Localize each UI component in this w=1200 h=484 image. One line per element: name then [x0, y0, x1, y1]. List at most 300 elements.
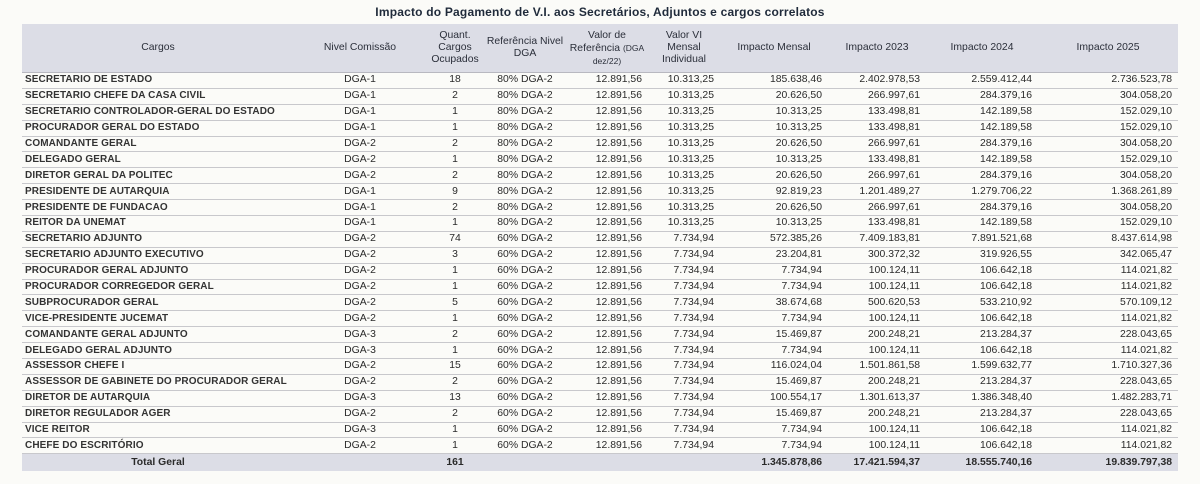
- table-row: [22, 216, 1178, 232]
- cell-impacto-2024: 1.279.706,22: [926, 184, 1038, 200]
- table-row: [22, 327, 1178, 343]
- cell-impacto-2023: 133.498,81: [828, 120, 926, 136]
- header-referencia: [484, 24, 566, 73]
- cell-impacto-2024: 284.379,16: [926, 200, 1038, 216]
- cell-valor-vi: 10.313,25: [648, 104, 720, 120]
- cell-referencia: 60% DGA-2: [484, 295, 566, 311]
- cell-valor-referencia: 12.891,56: [566, 120, 648, 136]
- cell-cargo: DIRETOR GERAL DA POLITEC: [22, 168, 294, 184]
- cell-impacto-2023: 133.498,81: [828, 152, 926, 168]
- header-valor-ref-small: (DGA: [622, 42, 645, 53]
- cell-quant: 13: [426, 390, 484, 406]
- cell-impacto-mensal: 7.734,94: [720, 279, 828, 295]
- cell-valor-vi: 7.734,94: [648, 231, 720, 247]
- header-impacto-2023: Impacto 2023: [828, 24, 926, 73]
- header-referencia-line1: Referência Nivel: [486, 36, 564, 47]
- cell-valor-referencia: 12.891,56: [566, 438, 648, 454]
- header-valor-ref-line3: dez/22): [592, 55, 622, 66]
- cell-cargo: DIRETOR DE AUTARQUIA: [22, 390, 294, 406]
- cell-referencia: 60% DGA-2: [484, 327, 566, 343]
- header-vi-line1: Valor VI: [665, 30, 703, 41]
- cell-impacto-mensal: 20.626,50: [720, 168, 828, 184]
- cell-referencia: 80% DGA-2: [484, 152, 566, 168]
- table-row: [22, 311, 1178, 327]
- cell-valor-referencia: 12.891,56: [566, 390, 648, 406]
- cell-valor-referencia: 12.891,56: [566, 295, 648, 311]
- cell-quant: 1: [426, 216, 484, 232]
- cell-impacto-mensal: 185.638,46: [720, 73, 828, 89]
- cell-impacto-2024: 533.210,92: [926, 295, 1038, 311]
- table-row: [22, 231, 1178, 247]
- cell-quant: 2: [426, 406, 484, 422]
- table-row: [22, 422, 1178, 438]
- cell-impacto-mensal: 15.469,87: [720, 327, 828, 343]
- total-2025: 19.839.797,38: [1038, 454, 1178, 472]
- cell-valor-vi: 7.734,94: [648, 295, 720, 311]
- cell-impacto-2024: 7.891.521,68: [926, 231, 1038, 247]
- cell-referencia: 80% DGA-2: [484, 136, 566, 152]
- cell-impacto-2025: 304.058,20: [1038, 168, 1178, 184]
- cell-impacto-2023: 100.124,11: [828, 279, 926, 295]
- cell-impacto-2025: 2.736.523,78: [1038, 73, 1178, 89]
- cell-cargo: SECRETARIO DE ESTADO: [22, 73, 294, 89]
- cell-nivel: DGA-2: [294, 374, 426, 390]
- cell-impacto-2025: 152.029,10: [1038, 216, 1178, 232]
- table-row: [22, 406, 1178, 422]
- cell-quant: 1: [426, 152, 484, 168]
- cell-impacto-2025: 1.368.261,89: [1038, 184, 1178, 200]
- cell-impacto-2025: 114.021,82: [1038, 311, 1178, 327]
- cell-valor-referencia: 12.891,56: [566, 168, 648, 184]
- cell-valor-referencia: 12.891,56: [566, 327, 648, 343]
- cell-valor-referencia: 12.891,56: [566, 73, 648, 89]
- cell-nivel: DGA-2: [294, 438, 426, 454]
- cell-impacto-2024: 142.189,58: [926, 216, 1038, 232]
- cell-valor-referencia: 12.891,56: [566, 88, 648, 104]
- cell-impacto-2023: 133.498,81: [828, 216, 926, 232]
- cell-impacto-2025: 114.021,82: [1038, 438, 1178, 454]
- total-empty-vi: [648, 454, 720, 472]
- cell-cargo: PRESIDENTE DE AUTARQUIA: [22, 184, 294, 200]
- cell-referencia: 60% DGA-2: [484, 263, 566, 279]
- table-row: [22, 438, 1178, 454]
- table-title: Impacto do Pagamento de V.I. aos Secretários, Adjuntos e cargos correlatos: [375, 5, 825, 19]
- cell-quant: 1: [426, 263, 484, 279]
- cell-valor-referencia: 12.891,56: [566, 343, 648, 359]
- cell-quant: 2: [426, 200, 484, 216]
- cell-impacto-mensal: 100.554,17: [720, 390, 828, 406]
- cell-valor-vi: 7.734,94: [648, 406, 720, 422]
- header-valor-ref-line1: Valor de: [588, 29, 626, 41]
- header-valor-vi: [648, 24, 720, 73]
- cell-impacto-mensal: 7.734,94: [720, 422, 828, 438]
- cell-impacto-2023: 133.498,81: [828, 104, 926, 120]
- cell-impacto-2025: 228.043,65: [1038, 327, 1178, 343]
- table-row: [22, 200, 1178, 216]
- table-row: [22, 374, 1178, 390]
- cell-referencia: 60% DGA-2: [484, 247, 566, 263]
- cell-impacto-mensal: 15.469,87: [720, 406, 828, 422]
- cell-impacto-mensal: 20.626,50: [720, 88, 828, 104]
- cell-impacto-2025: 304.058,20: [1038, 136, 1178, 152]
- cell-quant: 1: [426, 311, 484, 327]
- header-vi-line2: Mensal: [667, 42, 701, 53]
- cell-valor-vi: 7.734,94: [648, 263, 720, 279]
- cell-quant: 1: [426, 120, 484, 136]
- cell-quant: 18: [426, 73, 484, 89]
- header-cargos: Cargos: [22, 24, 294, 73]
- cell-valor-vi: 7.734,94: [648, 343, 720, 359]
- table-row: [22, 247, 1178, 263]
- header-impacto-2024: Impacto 2024: [926, 24, 1038, 73]
- cell-impacto-2025: 114.021,82: [1038, 263, 1178, 279]
- cell-referencia: 60% DGA-2: [484, 279, 566, 295]
- cell-nivel: DGA-3: [294, 390, 426, 406]
- cell-impacto-2024: 106.642,18: [926, 311, 1038, 327]
- cell-impacto-2025: 1.482.283,71: [1038, 390, 1178, 406]
- cell-valor-vi: 7.734,94: [648, 327, 720, 343]
- cell-valor-referencia: 12.891,56: [566, 136, 648, 152]
- header-referencia-line2: DGA: [513, 48, 537, 59]
- table-row: [22, 152, 1178, 168]
- cell-impacto-2023: 300.372,32: [828, 247, 926, 263]
- cell-valor-referencia: 12.891,56: [566, 200, 648, 216]
- cell-nivel: DGA-2: [294, 311, 426, 327]
- cell-impacto-mensal: 116.024,04: [720, 359, 828, 375]
- cell-cargo: VICE REITOR: [22, 422, 294, 438]
- cell-impacto-2024: 284.379,16: [926, 136, 1038, 152]
- cell-impacto-mensal: 7.734,94: [720, 343, 828, 359]
- header-impacto-2025: Impacto 2025: [1038, 24, 1178, 73]
- cell-impacto-mensal: 20.626,50: [720, 136, 828, 152]
- cell-quant: 74: [426, 231, 484, 247]
- cell-impacto-2023: 266.997,61: [828, 88, 926, 104]
- cell-valor-referencia: 12.891,56: [566, 247, 648, 263]
- impact-table: [22, 24, 1178, 471]
- cell-impacto-2023: 200.248,21: [828, 374, 926, 390]
- table-row: [22, 104, 1178, 120]
- cell-referencia: 80% DGA-2: [484, 200, 566, 216]
- cell-valor-vi: 7.734,94: [648, 422, 720, 438]
- cell-referencia: 80% DGA-2: [484, 88, 566, 104]
- cell-impacto-mensal: 10.313,25: [720, 216, 828, 232]
- table-row: [22, 279, 1178, 295]
- cell-cargo: COMANDANTE GERAL ADJUNTO: [22, 327, 294, 343]
- header-impacto-mensal: Impacto Mensal: [720, 24, 828, 73]
- cell-impacto-2023: 266.997,61: [828, 200, 926, 216]
- cell-cargo: DELEGADO GERAL ADJUNTO: [22, 343, 294, 359]
- cell-cargo: SECRETARIO CHEFE DA CASA CIVIL: [22, 88, 294, 104]
- cell-nivel: DGA-2: [294, 406, 426, 422]
- header-valor-referencia: [566, 24, 648, 73]
- cell-cargo: ASSESSOR DE GABINETE DO PROCURADOR GERAL: [22, 374, 294, 390]
- cell-valor-referencia: 12.891,56: [566, 279, 648, 295]
- cell-impacto-mensal: 92.819,23: [720, 184, 828, 200]
- cell-quant: 3: [426, 247, 484, 263]
- cell-impacto-mensal: 7.734,94: [720, 311, 828, 327]
- cell-valor-vi: 10.313,25: [648, 152, 720, 168]
- cell-cargo: ASSESSOR CHEFE I: [22, 359, 294, 375]
- cell-impacto-2023: 200.248,21: [828, 327, 926, 343]
- cell-valor-vi: 10.313,25: [648, 216, 720, 232]
- cell-impacto-2024: 106.642,18: [926, 343, 1038, 359]
- cell-nivel: DGA-3: [294, 327, 426, 343]
- cell-cargo: SUBPROCURADOR GERAL: [22, 295, 294, 311]
- cell-impacto-mensal: 10.313,25: [720, 152, 828, 168]
- cell-impacto-2025: 228.043,65: [1038, 374, 1178, 390]
- cell-cargo: REITOR DA UNEMAT: [22, 216, 294, 232]
- cell-cargo: SECRETARIO ADJUNTO: [22, 231, 294, 247]
- cell-quant: 1: [426, 438, 484, 454]
- cell-referencia: 60% DGA-2: [484, 359, 566, 375]
- header-nivel: Nivel Comissão: [294, 24, 426, 73]
- cell-referencia: 80% DGA-2: [484, 120, 566, 136]
- total-2024: 18.555.740,16: [926, 454, 1038, 472]
- cell-valor-referencia: 12.891,56: [566, 263, 648, 279]
- table-row: [22, 390, 1178, 406]
- cell-impacto-2024: 213.284,37: [926, 374, 1038, 390]
- cell-impacto-2024: 1.386.348,40: [926, 390, 1038, 406]
- total-empty-ref: [484, 454, 566, 472]
- cell-nivel: DGA-3: [294, 422, 426, 438]
- cell-cargo: PROCURADOR GERAL DO ESTADO: [22, 120, 294, 136]
- cell-cargo: PROCURADOR GERAL ADJUNTO: [22, 263, 294, 279]
- cell-nivel: DGA-2: [294, 247, 426, 263]
- cell-valor-vi: 7.734,94: [648, 359, 720, 375]
- cell-nivel: DGA-1: [294, 120, 426, 136]
- header-vi-line3: Individual: [662, 54, 706, 65]
- cell-impacto-2023: 266.997,61: [828, 168, 926, 184]
- header-valor-ref-line2: [568, 42, 646, 55]
- cell-impacto-2025: 114.021,82: [1038, 422, 1178, 438]
- cell-quant: 1: [426, 279, 484, 295]
- cell-nivel: DGA-2: [294, 359, 426, 375]
- cell-quant: 2: [426, 327, 484, 343]
- table-row: [22, 120, 1178, 136]
- cell-impacto-mensal: 38.674,68: [720, 295, 828, 311]
- table-row: [22, 295, 1178, 311]
- cell-impacto-2025: 228.043,65: [1038, 406, 1178, 422]
- table-row: [22, 343, 1178, 359]
- header-valor-ref-word: Referência: [569, 42, 621, 54]
- table-row: [22, 88, 1178, 104]
- cell-nivel: DGA-2: [294, 231, 426, 247]
- cell-referencia: 60% DGA-2: [484, 343, 566, 359]
- cell-valor-referencia: 12.891,56: [566, 359, 648, 375]
- cell-impacto-2024: 319.926,55: [926, 247, 1038, 263]
- cell-cargo: SECRETARIO ADJUNTO EXECUTIVO: [22, 247, 294, 263]
- cell-nivel: DGA-2: [294, 295, 426, 311]
- cell-referencia: 80% DGA-2: [484, 184, 566, 200]
- total-row: [22, 454, 1178, 472]
- table-row: [22, 168, 1178, 184]
- cell-quant: 5: [426, 295, 484, 311]
- cell-impacto-mensal: 20.626,50: [720, 200, 828, 216]
- header-quant-line3: Ocupados: [431, 54, 479, 65]
- cell-nivel: DGA-2: [294, 152, 426, 168]
- cell-valor-vi: 10.313,25: [648, 184, 720, 200]
- cell-impacto-2024: 142.189,58: [926, 152, 1038, 168]
- cell-valor-referencia: 12.891,56: [566, 374, 648, 390]
- table-row: [22, 136, 1178, 152]
- cell-cargo: DELEGADO GERAL: [22, 152, 294, 168]
- table-row: [22, 263, 1178, 279]
- cell-impacto-2023: 500.620,53: [828, 295, 926, 311]
- cell-valor-referencia: 12.891,56: [566, 152, 648, 168]
- cell-impacto-2023: 100.124,11: [828, 422, 926, 438]
- total-empty-valor-ref: [566, 454, 648, 472]
- cell-cargo: CHEFE DO ESCRITÓRIO: [22, 438, 294, 454]
- cell-valor-vi: 10.313,25: [648, 168, 720, 184]
- cell-impacto-mensal: 10.313,25: [720, 104, 828, 120]
- cell-impacto-2024: 213.284,37: [926, 406, 1038, 422]
- cell-referencia: 60% DGA-2: [484, 390, 566, 406]
- cell-valor-vi: 10.313,25: [648, 88, 720, 104]
- cell-impacto-2023: 1.201.489,27: [828, 184, 926, 200]
- cell-impacto-2025: 114.021,82: [1038, 279, 1178, 295]
- cell-impacto-2023: 100.124,11: [828, 311, 926, 327]
- cell-impacto-2023: 100.124,11: [828, 263, 926, 279]
- cell-referencia: 80% DGA-2: [484, 216, 566, 232]
- cell-impacto-mensal: 7.734,94: [720, 438, 828, 454]
- cell-impacto-mensal: 23.204,81: [720, 247, 828, 263]
- header-row: [22, 24, 1178, 73]
- cell-impacto-2023: 2.402.978,53: [828, 73, 926, 89]
- cell-nivel: DGA-1: [294, 104, 426, 120]
- cell-valor-vi: 10.313,25: [648, 200, 720, 216]
- cell-quant: 9: [426, 184, 484, 200]
- header-quant-line1: Quant.: [439, 30, 471, 41]
- cell-impacto-2025: 152.029,10: [1038, 152, 1178, 168]
- cell-referencia: 80% DGA-2: [484, 104, 566, 120]
- cell-quant: 2: [426, 136, 484, 152]
- table-body: [22, 73, 1178, 454]
- cell-nivel: DGA-1: [294, 88, 426, 104]
- cell-impacto-2024: 106.642,18: [926, 422, 1038, 438]
- cell-impacto-2024: 142.189,58: [926, 120, 1038, 136]
- cell-cargo: DIRETOR REGULADOR AGER: [22, 406, 294, 422]
- cell-impacto-2024: 2.559.412,44: [926, 73, 1038, 89]
- cell-cargo: COMANDANTE GERAL: [22, 136, 294, 152]
- cell-impacto-2025: 1.710.327,36: [1038, 359, 1178, 375]
- cell-impacto-2025: 8.437.614,98: [1038, 231, 1178, 247]
- cell-impacto-2025: 304.058,20: [1038, 200, 1178, 216]
- total-2023: 17.421.594,37: [828, 454, 926, 472]
- cell-quant: 15: [426, 359, 484, 375]
- cell-nivel: DGA-1: [294, 73, 426, 89]
- cell-impacto-2024: 284.379,16: [926, 88, 1038, 104]
- cell-valor-vi: 7.734,94: [648, 374, 720, 390]
- cell-valor-referencia: 12.891,56: [566, 231, 648, 247]
- cell-quant: 2: [426, 374, 484, 390]
- cell-nivel: DGA-2: [294, 136, 426, 152]
- cell-valor-referencia: 12.891,56: [566, 422, 648, 438]
- cell-valor-vi: 7.734,94: [648, 279, 720, 295]
- cell-nivel: DGA-1: [294, 216, 426, 232]
- cell-quant: 1: [426, 422, 484, 438]
- cell-impacto-2025: 570.109,12: [1038, 295, 1178, 311]
- total-empty-nivel: [294, 454, 426, 472]
- header-quant-line2: Cargos: [438, 42, 472, 53]
- cell-valor-vi: 10.313,25: [648, 120, 720, 136]
- cell-impacto-2023: 7.409.183,81: [828, 231, 926, 247]
- cell-nivel: DGA-3: [294, 343, 426, 359]
- cell-referencia: 60% DGA-2: [484, 311, 566, 327]
- cell-impacto-2023: 266.997,61: [828, 136, 926, 152]
- cell-impacto-2023: 1.301.613,37: [828, 390, 926, 406]
- cell-cargo: VICE-PRESIDENTE JUCEMAT: [22, 311, 294, 327]
- cell-nivel: DGA-2: [294, 263, 426, 279]
- cell-valor-referencia: 12.891,56: [566, 311, 648, 327]
- cell-impacto-2025: 342.065,47: [1038, 247, 1178, 263]
- total-mensal: 1.345.878,86: [720, 454, 828, 472]
- cell-cargo: PRESIDENTE DE FUNDACAO: [22, 200, 294, 216]
- cell-quant: 1: [426, 104, 484, 120]
- cell-nivel: DGA-1: [294, 200, 426, 216]
- cell-impacto-mensal: 572.385,26: [720, 231, 828, 247]
- cell-impacto-2023: 100.124,11: [828, 438, 926, 454]
- cell-impacto-2024: 106.642,18: [926, 263, 1038, 279]
- cell-impacto-2024: 213.284,37: [926, 327, 1038, 343]
- cell-valor-referencia: 12.891,56: [566, 406, 648, 422]
- cell-referencia: 60% DGA-2: [484, 374, 566, 390]
- cell-nivel: DGA-2: [294, 168, 426, 184]
- header-quant: [426, 24, 484, 73]
- cell-cargo: PROCURADOR CORREGEDOR GERAL: [22, 279, 294, 295]
- cell-valor-vi: 10.313,25: [648, 136, 720, 152]
- cell-quant: 2: [426, 168, 484, 184]
- cell-impacto-2024: 106.642,18: [926, 438, 1038, 454]
- total-quant: 161: [426, 454, 484, 472]
- cell-referencia: 60% DGA-2: [484, 438, 566, 454]
- table-row: [22, 359, 1178, 375]
- cell-impacto-mensal: 7.734,94: [720, 263, 828, 279]
- cell-nivel: DGA-1: [294, 184, 426, 200]
- cell-referencia: 60% DGA-2: [484, 422, 566, 438]
- cell-nivel: DGA-2: [294, 279, 426, 295]
- cell-valor-referencia: 12.891,56: [566, 104, 648, 120]
- cell-cargo: SECRETARIO CONTROLADOR-GERAL DO ESTADO: [22, 104, 294, 120]
- cell-valor-vi: 7.734,94: [648, 390, 720, 406]
- cell-quant: 1: [426, 343, 484, 359]
- cell-valor-vi: 7.734,94: [648, 311, 720, 327]
- cell-impacto-2025: 114.021,82: [1038, 343, 1178, 359]
- cell-referencia: 60% DGA-2: [484, 406, 566, 422]
- cell-impacto-2024: 1.599.632,77: [926, 359, 1038, 375]
- cell-valor-referencia: 12.891,56: [566, 216, 648, 232]
- cell-impacto-2024: 142.189,58: [926, 104, 1038, 120]
- table-row: [22, 184, 1178, 200]
- cell-impacto-mensal: 15.469,87: [720, 374, 828, 390]
- cell-impacto-2023: 100.124,11: [828, 343, 926, 359]
- cell-valor-referencia: 12.891,56: [566, 184, 648, 200]
- total-label: Total Geral: [22, 454, 294, 472]
- cell-impacto-2024: 106.642,18: [926, 279, 1038, 295]
- cell-valor-vi: 7.734,94: [648, 247, 720, 263]
- table-row: [22, 73, 1178, 89]
- cell-valor-vi: 7.734,94: [648, 438, 720, 454]
- cell-impacto-mensal: 10.313,25: [720, 120, 828, 136]
- cell-referencia: 80% DGA-2: [484, 168, 566, 184]
- cell-impacto-2023: 1.501.861,58: [828, 359, 926, 375]
- cell-impacto-2023: 200.248,21: [828, 406, 926, 422]
- cell-impacto-2024: 284.379,16: [926, 168, 1038, 184]
- cell-valor-vi: 10.313,25: [648, 73, 720, 89]
- cell-referencia: 60% DGA-2: [484, 231, 566, 247]
- cell-referencia: 80% DGA-2: [484, 73, 566, 89]
- cell-quant: 2: [426, 88, 484, 104]
- cell-impacto-2025: 152.029,10: [1038, 104, 1178, 120]
